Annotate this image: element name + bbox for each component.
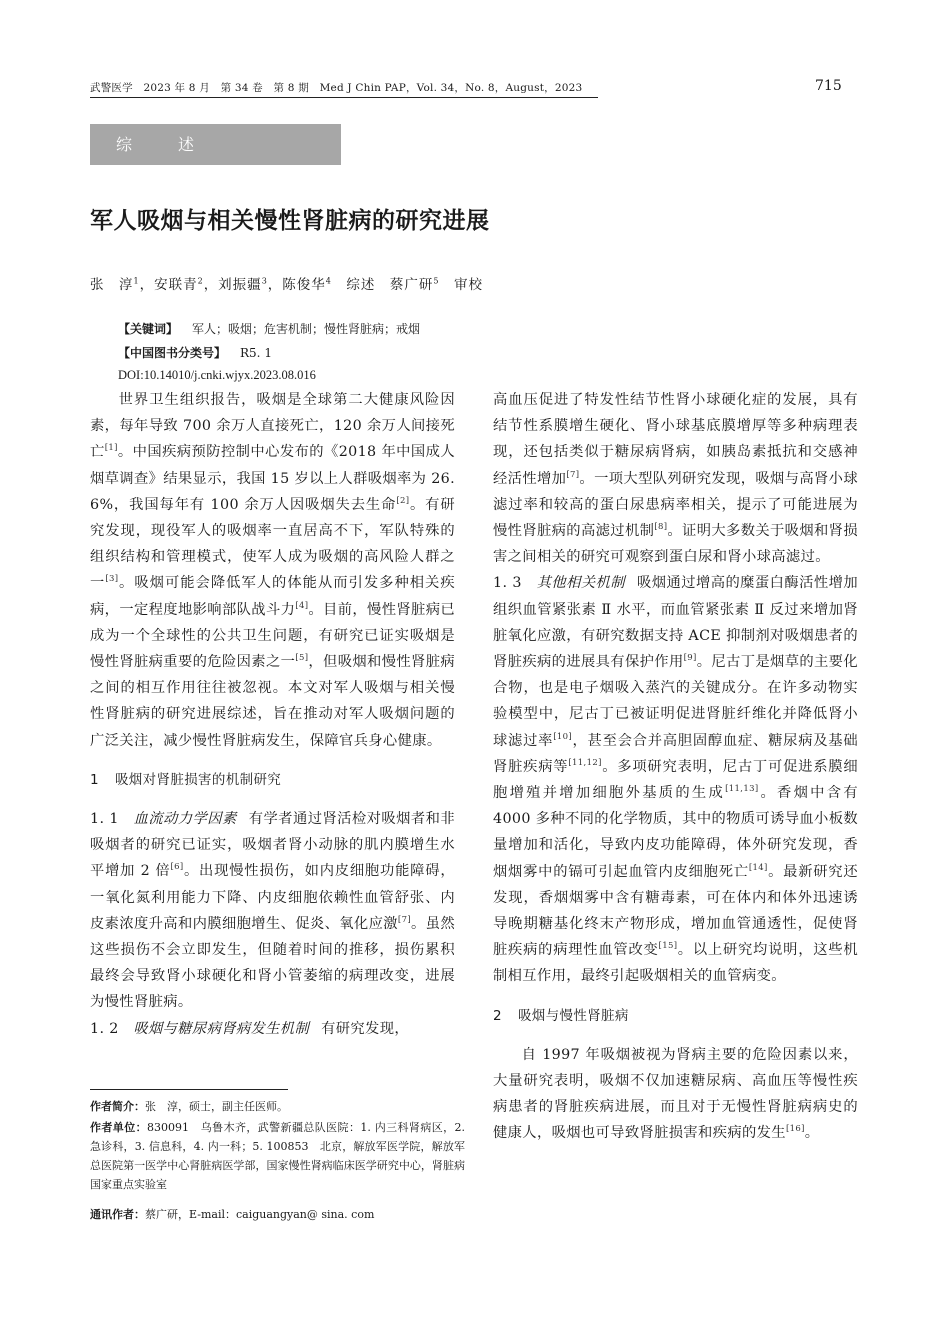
citation: [14] — [748, 862, 768, 873]
subsection-number: 1. 3 — [493, 575, 522, 592]
citation: [9] — [683, 653, 697, 664]
citation: [2] — [396, 496, 410, 507]
author-affiliation: 3 — [261, 276, 268, 286]
body-paragraph — [493, 387, 858, 570]
keywords-value: 军人；吸烟；危害机制；慢性肾脏病；戒烟 — [192, 322, 421, 336]
subsection-number: 1. 1 — [90, 811, 119, 828]
author-affiliation: 4 — [325, 276, 332, 286]
subsection-1-3 — [493, 570, 858, 989]
citation: [5] — [295, 653, 309, 664]
citation: [10] — [553, 731, 573, 742]
footnote-label: 作者简介： — [90, 1100, 145, 1113]
author-line — [90, 273, 483, 293]
author-affiliation: 5 — [433, 276, 440, 286]
body-text: 。目前，慢性肾脏病已成为一个全球性的公共卫生问题，有研究已证实吸烟是慢性肾脏病重要的危险因素之一 — [90, 601, 455, 671]
body-text: 。多项研究表明，尼古丁可促进系膜细胞增殖并增加细胞外基质的生成 — [493, 758, 858, 802]
subsection-title: 其他相关机制 — [536, 575, 626, 592]
section-heading-2 — [493, 1003, 858, 1029]
article-title: 军人吸烟与相关慢性肾脏病的研究进展 — [90, 208, 490, 234]
section-label — [90, 124, 341, 165]
body-text: 。有研究发现，现役军人的吸烟率一直居高不下，军队特殊的组织结构和管理模式，使军人成为吸烟的高风险人群之一 — [90, 496, 455, 592]
body-text: 。最新研究还发现，香烟烟雾中含有糖毒素，可在体内和体外迅速诱导晚期糖基化终末产物形成，增加血管通透性，促使肾脏疾病的病理性血管改变 — [493, 863, 858, 959]
section-heading-text: 吸烟对肾脏损害的机制研究 — [114, 771, 282, 788]
citation: [4] — [295, 600, 309, 611]
author-name: 蔡广研 — [389, 277, 434, 293]
citation: [6] — [170, 862, 184, 873]
section-heading-text: 吸烟与慢性肾脏病 — [517, 1007, 629, 1024]
citation: [3] — [105, 574, 119, 585]
classification-number — [118, 344, 272, 361]
subsection-title: 血流动力学因素 — [133, 811, 237, 828]
citation: [1] — [104, 443, 118, 454]
footnote-corresponding-author — [90, 1205, 465, 1224]
intro-paragraph — [90, 387, 455, 754]
citation: [16] — [785, 1124, 805, 1135]
footnote-text: 830091 乌鲁木齐，武警新疆总队医院：1. 内三科肾病区，2. 急诊科，3. 信息科，4. 内一科；5. 100853 北京，解放军医学院，解放军总医院第一医学中心肾脏病医学部，国家慢性肾病临床医学研究中心，肾脏病国家重点实验室 — [90, 1121, 466, 1191]
footnote-author-unit — [90, 1118, 465, 1194]
subsection-1-2 — [90, 1016, 455, 1042]
body-text: 高血压促进了特发性结节性肾小球硬化症的发展，具有结节性系膜增生硬化、肾小球基底膜增厚等多种病理表现，还包括类似于糖尿病肾病，如胰岛素抵抗和交感神经活性增加 — [493, 392, 858, 487]
body-text: 自 1997 年吸烟被视为肾病主要的危险因素以来，大量研究表明，吸烟不仅加速糖尿病、高血压等慢性疾病患者的肾脏疾病进展，而且对于无慢性肾脏病病史的健康人，吸烟也可导致肾脏损害和疾病的发生 — [493, 1046, 858, 1142]
classification-label: 【中国图书分类号】 — [118, 346, 227, 360]
citation: [11,13] — [725, 784, 759, 795]
running-header: 武警医学 2023 年 8 月 第 34 卷 第 8 期 Med J Chin PAP，Vol. 34，No. 8，August，2023 — [90, 80, 598, 98]
body-text: 。中国疾病预防控制中心发布的《2018 年中国成人烟草调查》结果显示，我国 15 岁以上人群吸烟率为 26. 6%，我国每年有 100 余万人因吸烟失去生命 — [90, 444, 455, 513]
subsection-number: 1. 2 — [90, 1020, 119, 1037]
citation: [7] — [397, 915, 411, 926]
author-name: 张 淳 — [90, 277, 134, 293]
author-affiliation: 2 — [197, 276, 204, 286]
author-name: ，安联青 — [139, 277, 198, 293]
author-affiliation: 1 — [133, 276, 140, 286]
subsection-1-1 — [90, 806, 455, 1016]
citation: [11,12] — [568, 758, 602, 769]
left-column — [90, 387, 455, 1042]
body-text: 有研究发现， — [321, 1020, 409, 1037]
body-text: 。证明大多数关于吸烟和肾损害之间相关的研究可观察到蛋白尿和肾小球高滤过。 — [493, 523, 858, 566]
author-role: 综述 — [331, 277, 390, 293]
section-label-word-2: 述 — [178, 135, 197, 154]
body-text: 。一项大型队列研究发现，吸烟与高肾小球滤过率和较高的蛋白尿患病率相关，提示了可能进展为慢性肾脏病的高滤过机制 — [493, 470, 858, 540]
right-column — [493, 387, 858, 1147]
footnote-label: 通讯作者： — [90, 1208, 145, 1221]
subsection-title: 吸烟与糖尿病肾病发生机制 — [133, 1020, 310, 1037]
author-name: ，刘振疆 — [203, 277, 262, 293]
body-text: 。吸烟可能会降低军人的体能从而引发多种相关疾病，一定程度地影响部队战斗力 — [90, 575, 455, 618]
body-text: 。以上研究均说明，这些机制相互作用，最终引起吸烟相关的血管病变。 — [493, 942, 858, 985]
footnote-author-bio — [90, 1097, 465, 1116]
body-text: ，甚至会合并高胆固醇血症、糖尿病及基础肾脏疾病等 — [493, 732, 858, 775]
section-number: 1 — [90, 771, 99, 788]
footnote-divider — [90, 1089, 288, 1090]
body-text: 有学者通过肾活检对吸烟者和非吸烟者的研究已证实，吸烟者肾小动脉的肌内膜增生水平增加 2 倍 — [90, 811, 455, 880]
doi: DOI:10.14010/j.cnki.wjyx.2023.08.016 — [118, 368, 316, 382]
body-text: 世界卫生组织报告，吸烟是全球第二大健康风险因素，每年导致 700 余万人直接死亡，120 余万人间接死亡 — [90, 392, 455, 461]
body-text: 。尼古丁是烟草的主要化合物，也是电子烟吸入蒸汽的关键成分。在许多动物实验模型中，尼古丁已被证明促进肾脏纤维化并降低肾小球滤过率 — [493, 654, 858, 749]
section-heading-1 — [90, 767, 455, 793]
section-number: 2 — [493, 1007, 502, 1024]
page-number: 715 — [815, 78, 842, 94]
body-text: 。虽然这些损伤不会立即发生，但随着时间的推移，损伤累积最终会导致肾小球硬化和肾小管萎缩的病理改变，进展为慢性肾脏病。 — [90, 915, 455, 1011]
citation: [7] — [566, 469, 580, 480]
body-text: 。 — [804, 1125, 820, 1142]
body-paragraph — [493, 1042, 858, 1147]
author-name: ，陈俊华 — [267, 277, 326, 293]
keywords — [118, 320, 420, 337]
citation: [15] — [658, 941, 678, 952]
citation: [8] — [654, 522, 668, 533]
footnote-label: 作者单位： — [90, 1121, 147, 1134]
footnote-text: 蔡广研，E-mail：caiguangyan@ sina. com — [145, 1208, 375, 1221]
body-text: ，但吸烟和慢性肾脏病之间的相互作用往往被忽视。本文对军人吸烟与相关慢性肾脏病的研究进展综述，旨在推动对军人吸烟问题的广泛关注，减少慢性肾脏病发生，保障官兵身心健康。 — [90, 654, 455, 749]
body-text: 。香烟中含有 4000 多种不同的化学物质，其中的物质可诱导血小板数量增加和活化，导致内皮功能障碍，体外研究发现，香烟烟雾中的镉可引起血管内皮细胞死亡 — [493, 785, 858, 880]
body-text: 吸烟通过增高的糜蛋白酶活性增加组织血管紧张素 Ⅱ 水平，而血管紧张素 Ⅱ 反过来增加肾脏氧化应激，有研究数据支持 ACE 抑制剂对吸烟患者的肾脏疾病的进展具有保护作用 — [493, 575, 858, 671]
classification-value: R5. 1 — [240, 346, 272, 360]
footnote-text: 张 淳，硕士，副主任医师。 — [145, 1100, 288, 1113]
body-text: 。出现慢性损伤，如内皮细胞功能障碍，一氧化氮利用能力下降、内皮细胞依赖性血管舒张、内皮素浓度升高和内膜细胞增生、促炎、氧化应激 — [90, 863, 455, 932]
section-label-word-1: 综 — [116, 135, 135, 154]
author-role: 审校 — [439, 277, 483, 293]
keywords-label: 【关键词】 — [118, 322, 179, 336]
